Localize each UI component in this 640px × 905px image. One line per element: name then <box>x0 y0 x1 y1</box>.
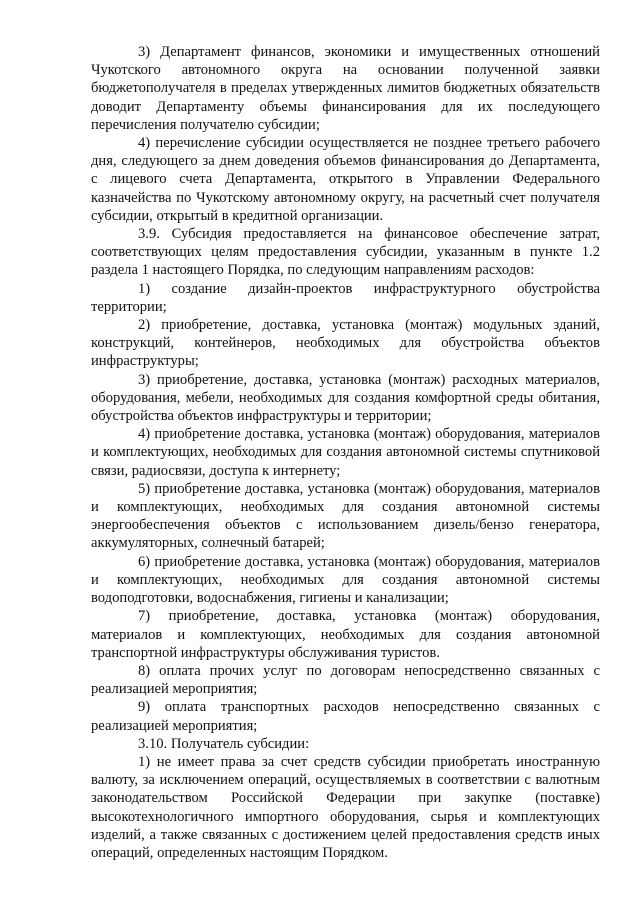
paragraph-3-finance-dept: 3) Департамент финансов, экономики и имущественных отношений Чукотского автономного округа на основании полученной заявки бюджетополучателя в пределах утвержденных лимитов бюджетных обязательств доводит Департаменту объемы финансирования для их последующего перечисления получателю субсидии; <box>91 44 600 133</box>
list-item-7: 7) приобретение, доставка, установка (монтаж) оборудования, материалов и комплектующих, необходимых для создания автономной транспортной инфраструктуры обслуживания туристов. <box>91 608 600 661</box>
list-item-4: 4) приобретение доставка, установка (монтаж) оборудования, материалов и комплектующих, необходимых для создания автономной системы спутниковой связи, радиосвязи, доступа к интернету; <box>91 426 600 479</box>
list-item-5: 5) приобретение доставка, установка (монтаж) оборудования, материалов и комплектующих, необходимых для создания автономной системы энергообеспечения объектов с использованием дизель/бензо генератора, аккумуляторных, солнечный батарей; <box>91 480 600 552</box>
paragraph-4-transfer: 4) перечисление субсидии осуществляется не позднее третьего рабочего дня, следующего за днем доведения объемов финансирования до Департамента, с лицевого счета Департамента, открытого в Управлении Федерального казначейства по Чукотскому автономному округу, на расчетный счет получателя субсидии, открытый в кредитной организации. <box>91 135 600 224</box>
list-item-3: 3) приобретение, доставка, установка (монтаж) расходных материалов, оборудования, мебели, необходимых для создания комфортной среды обитания, обустройства объектов инфраструктуры и территории; <box>91 371 600 425</box>
list-item-8: 8) оплата прочих услуг по договорам непосредственно связанных с реализацией мероприятия; <box>91 662 600 698</box>
list-item-2: 2) приобретение, доставка, установка (монтаж) модульных зданий, конструкций, контейнеров, необходимых для обустройства объектов инфраструктуры; <box>91 317 600 370</box>
list-item-6: 6) приобретение доставка, установка (монтаж) оборудования, материалов и комплектующих, необходимых для создания автономной системы водоподготовки, водоснабжения, гигиены и канализации; <box>91 553 600 607</box>
paragraph-3-9: 3.9. Субсидия предоставляется на финансовое обеспечение затрат, соответствующих целям предоставления субсидии, указанным в пункте 1.2 раздела 1 настоящего Порядка, по следующим направлениям расходов: <box>91 226 600 279</box>
document-body <box>91 43 600 862</box>
list-item-9: 9) оплата транспортных расходов непосредственно связанных с реализацией мероприятия; <box>91 699 600 734</box>
list-item-1: 1) создание дизайн-проектов инфраструктурного обустройства территории; <box>91 280 600 315</box>
paragraph-3-10: 3.10. Получатель субсидии: <box>138 735 310 752</box>
paragraph-3-10-item-1: 1) не имеет права за счет средств субсидии приобретать иностранную валюту, за исключением операций, осуществляемых в соответствии с валютным законодательством Российской Федерации при закупке (поставке) высокотехнологичного импортного оборудования, сырья и комплектующих изделий, а также связанных с достижением целей предоставления средств иных операций, определенных настоящим Порядком. <box>91 753 600 861</box>
